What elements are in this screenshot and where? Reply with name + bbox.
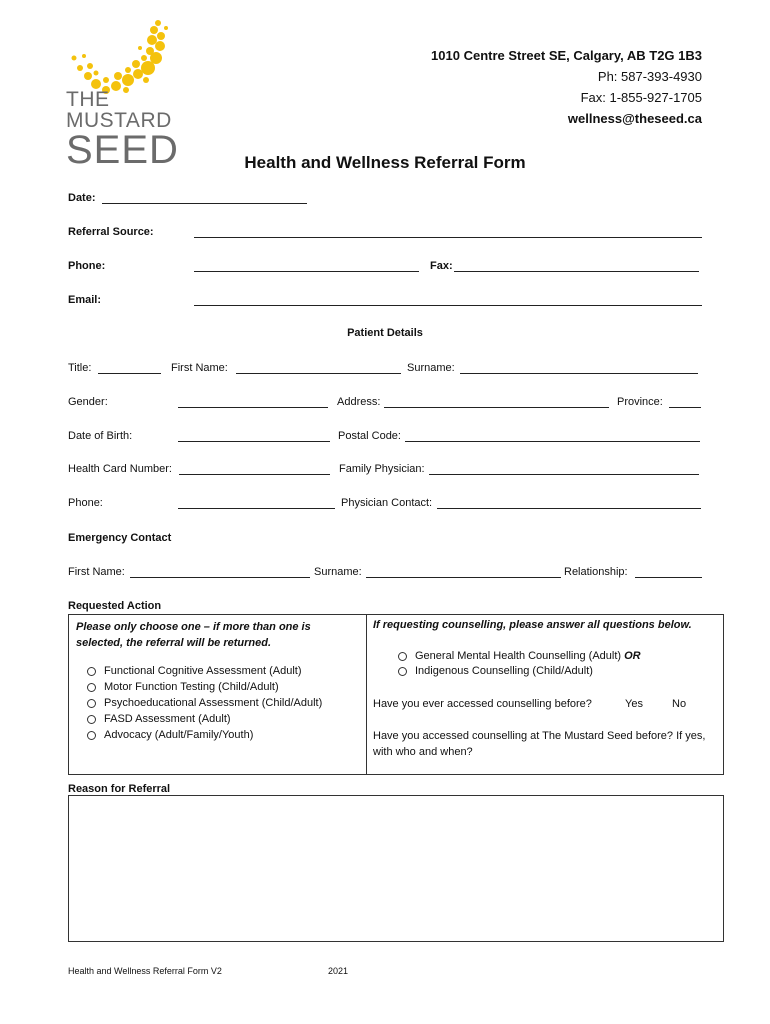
patient-phone-field[interactable] (178, 508, 335, 509)
footer-year: 2021 (328, 966, 349, 976)
emergency-first-name-field[interactable] (130, 577, 310, 578)
form-title: Health and Wellness Referral Form (244, 153, 526, 172)
referral-source-label: Referral Source: (68, 226, 154, 238)
logo-line-the: THE (66, 88, 110, 111)
question-mustard-seed-counselling: Have you accessed counselling at The Mustard Seed before? If yes, with who and when? (373, 730, 706, 758)
logo-line-seed: SEED (66, 128, 179, 172)
emergency-first-name-label: First Name: (68, 566, 125, 578)
postal-code-field[interactable] (405, 441, 700, 442)
phone-number: Ph: 587-393-4930 (597, 69, 702, 84)
email-address: wellness@theseed.ca (567, 111, 702, 126)
date-field[interactable] (102, 203, 307, 204)
title-label: Title: (68, 362, 92, 374)
province-label: Province: (617, 396, 663, 408)
health-card-label: Health Card Number: (68, 463, 172, 475)
option-label: General Mental Health Counselling (Adult) (415, 650, 622, 662)
relationship-label: Relationship: (564, 566, 628, 578)
emergency-contact-heading: Emergency Contact (68, 532, 172, 544)
logo-line-mustard: MUSTARD (66, 109, 172, 132)
radio-icon[interactable] (87, 667, 96, 676)
right-instruction: If requesting counselling, please answer all questions below. (373, 619, 692, 631)
radio-icon[interactable] (398, 667, 407, 676)
requested-action-divider (366, 614, 367, 774)
emergency-surname-label: Surname: (314, 566, 362, 578)
address-field[interactable] (384, 407, 609, 408)
health-card-field[interactable] (179, 474, 330, 475)
province-field[interactable] (669, 407, 701, 408)
address-label: Address: (337, 396, 381, 408)
postal-code-label: Postal Code: (338, 430, 401, 442)
referral-phone-field[interactable] (194, 271, 419, 272)
referral-source-field[interactable] (194, 237, 702, 238)
first-name-label: First Name: (171, 362, 228, 374)
organization-address (431, 45, 702, 129)
reason-heading: Reason for Referral (68, 783, 171, 795)
physician-contact-field[interactable] (437, 508, 701, 509)
patient-details-heading: Patient Details (347, 327, 423, 339)
surname-field[interactable] (460, 373, 698, 374)
option-motor-function[interactable] (87, 681, 279, 693)
family-physician-field[interactable] (429, 474, 699, 475)
radio-icon[interactable] (398, 652, 407, 661)
relationship-field[interactable] (635, 577, 702, 578)
option-indigenous-counselling[interactable] (398, 665, 593, 677)
physician-contact-label: Physician Contact: (341, 497, 433, 509)
option-label: FASD Assessment (Adult) (104, 713, 231, 725)
gender-label: Gender: (68, 396, 108, 408)
emergency-surname-field[interactable] (366, 577, 561, 578)
option-advocacy[interactable] (87, 729, 253, 741)
dob-field[interactable] (178, 441, 330, 442)
reason-textarea[interactable] (68, 795, 724, 942)
referral-fax-label: Fax: (430, 260, 453, 272)
referral-phone-label: Phone: (68, 260, 106, 272)
or-label: OR (624, 650, 641, 662)
title-field[interactable] (98, 373, 161, 374)
option-label: Advocacy (Adult/Family/Youth) (104, 729, 254, 741)
surname-label: Surname: (407, 362, 455, 374)
answer-no[interactable]: No (672, 698, 687, 710)
radio-icon[interactable] (87, 731, 96, 740)
referral-fax-field[interactable] (454, 271, 699, 272)
fax-number: Fax: 1-855-927-1705 (580, 90, 702, 105)
question-counselling-before: Have you ever accessed counselling before? (373, 698, 592, 710)
referral-email-label: Email: (68, 294, 102, 306)
street-address: 1010 Centre Street SE, Calgary, AB T2G 1B3 (431, 48, 702, 63)
radio-icon[interactable] (87, 699, 96, 708)
family-physician-label: Family Physician: (339, 463, 425, 475)
option-label: Psychoeducational Assessment (Child/Adult) (104, 697, 323, 709)
option-label: Motor Function Testing (Child/Adult) (104, 681, 279, 693)
requested-action-heading: Requested Action (68, 600, 162, 612)
dob-label: Date of Birth: (68, 430, 133, 442)
radio-icon[interactable] (87, 683, 96, 692)
option-label: Functional Cognitive Assessment (Adult) (104, 665, 302, 677)
referral-email-field[interactable] (194, 305, 702, 306)
radio-icon[interactable] (87, 715, 96, 724)
option-psychoeducational[interactable] (87, 697, 322, 709)
first-name-field[interactable] (236, 373, 401, 374)
footer-form-name: Health and Wellness Referral Form V2 (68, 966, 222, 976)
answer-yes[interactable]: Yes (625, 698, 643, 710)
gender-field[interactable] (178, 407, 328, 408)
patient-phone-label: Phone: (68, 497, 103, 509)
option-fasd[interactable] (87, 713, 231, 725)
left-instruction: Please only choose one – if more than one is selected, the referral will be returned. (76, 621, 311, 649)
date-label: Date: (68, 192, 96, 204)
option-general-counselling[interactable] (398, 650, 641, 662)
option-functional-cognitive[interactable] (87, 665, 301, 677)
option-label: Indigenous Counselling (Child/Adult) (415, 665, 593, 677)
